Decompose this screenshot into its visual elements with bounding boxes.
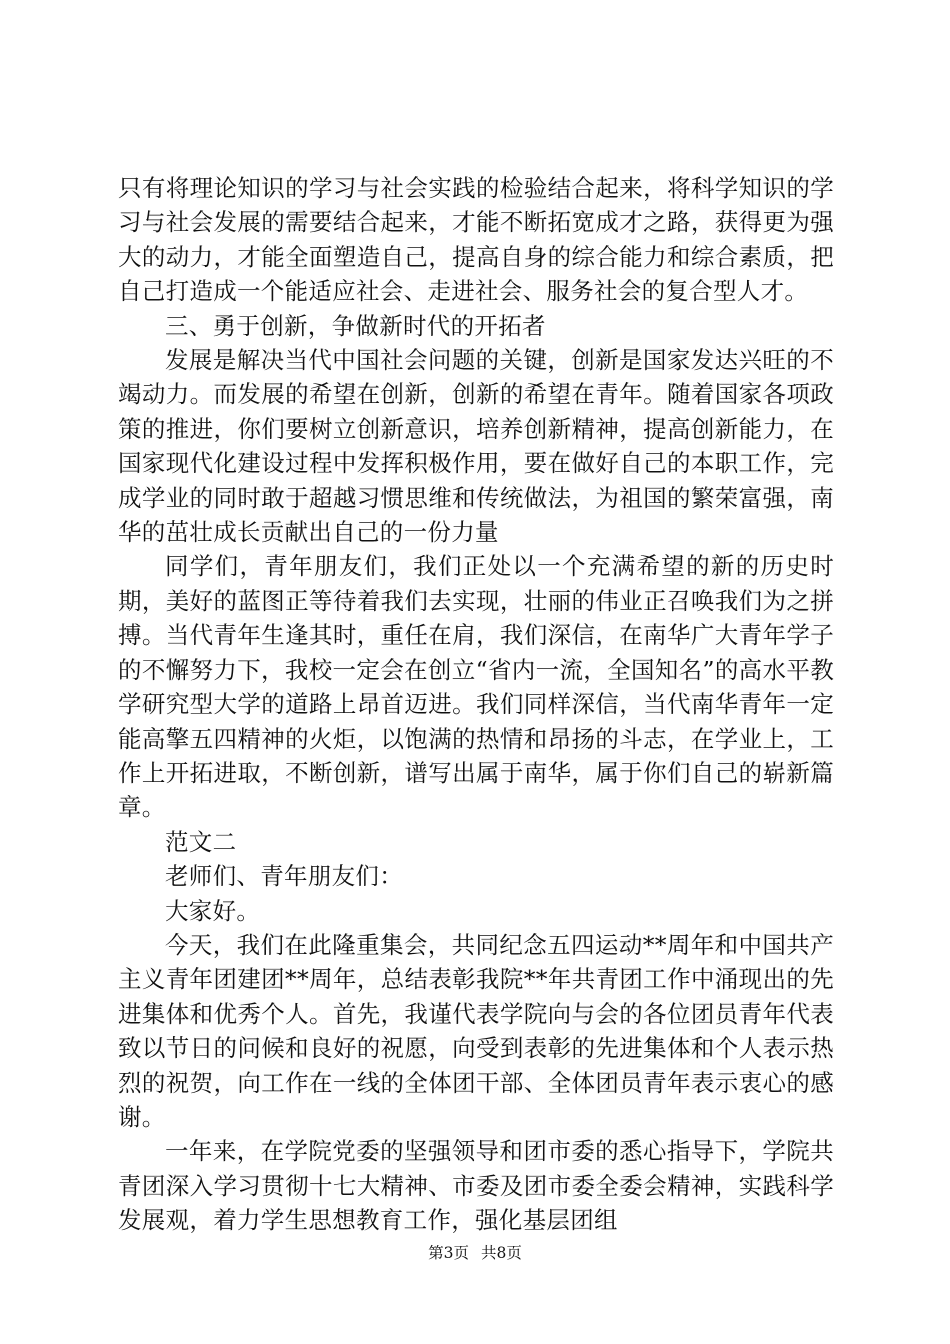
greeting: 大家好。 [165,896,261,925]
salutation: 老师们、青年朋友们： [165,862,403,891]
section-heading: 三、勇于创新，争做新时代的开拓者 [165,311,546,340]
page-footer [0,1243,950,1263]
paragraph-innovation: 发展是解决当代中国社会问题的关键，创新是国家发达兴旺的不竭动力。而发展的希望在创新，创新的希望在青年。随着国家各项政策的推进，你们要树立创新意识，培养创新精神，提高创新能力，在国家现代化建设过程中发挥积极作用，要在做好自己的本职工作，完成学业的同时敢于超越习惯思维和传统做法，为祖国的繁荣富强，南华的茁壮成长贡献出自己的一份力量 [118,346,834,547]
sample-heading: 范文二 [165,827,237,856]
page-total: 共8页 [481,1244,522,1262]
paragraph-commemoration: 今天，我们在此隆重集会，共同纪念五四运动**周年和中国共产主义青年团建团**周年，总结表彰我院**年共青团工作中涌现出的先进集体和优秀个人。首先，我谨代表学院向与会的各位团员青年代表致以节日的问候和良好的祝愿，向受到表彰的先进集体和个人表示热烈的祝贺，向工作在一线的全体团干部、全体团员青年表示衷心的感谢。 [118,930,834,1131]
paragraph-closing: 同学们，青年朋友们，我们正处以一个充满希望的新的历史时期，美好的蓝图正等待着我们去实现，壮丽的伟业正召唤我们为之拼搏。当代青年生逢其时，重任在肩，我们深信，在南华广大青年学子的不懈努力下，我校一定会在创立“省内一流，全国知名”的高水平教学研究型大学的道路上昂首迈进。我们同样深信，当代南华青年一定能高擎五四精神的火炬，以饱满的热情和昂扬的斗志，在学业上，工作上开拓进取，不断创新，谱写出属于南华，属于你们自己的崭新篇章。 [118,552,834,822]
document-body [118,171,834,1238]
page-number: 第3页 [428,1244,469,1262]
paragraph-intro-continuation: 只有将理论知识的学习与社会实践的检验结合起来，将科学知识的学习与社会发展的需要结合起来，才能不断拓宽成才之路，获得更为强大的动力，才能全面塑造自己，提高自身的综合能力和综合素质，把自己打造成一个能适应社会、走进社会、服务社会的复合型人才。 [118,174,834,306]
paragraph-year-review: 一年来，在学院党委的坚强领导和团市委的悉心指导下，学院共青团深入学习贯彻十七大精神、市委及团市委全委会精神，实践科学发展观，着力学生思想教育工作，强化基层团组 [118,1137,834,1235]
